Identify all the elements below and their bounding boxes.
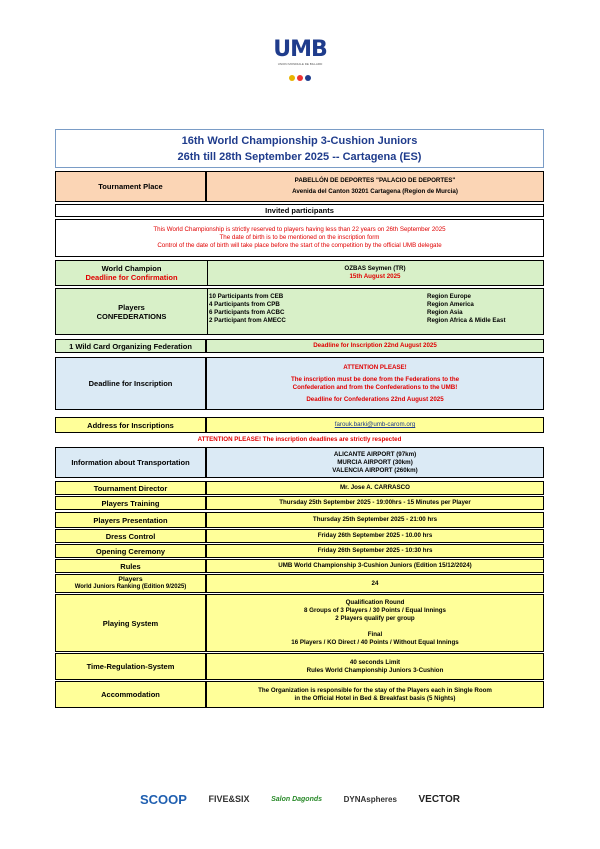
ranking-label: Players World Juniors Ranking (Edition 9/2025) (55, 574, 206, 593)
title-box (55, 129, 544, 168)
wildcard-label: 1 Wild Card Organizing Federation (55, 339, 206, 353)
sponsor-logo: VECTOR (418, 793, 460, 805)
transport-info (206, 447, 544, 478)
venue-name: PABELLÓN DE DEPORTES "PALACIO DE DEPORTES" (294, 177, 456, 184)
tournament-place-value (206, 171, 544, 202)
regions-list (427, 293, 542, 325)
sponsor-logo: DYNAspheres (343, 794, 397, 804)
world-champion-row (55, 260, 544, 286)
region-item: Region Europe (427, 293, 472, 300)
ranking-value: 24 (206, 574, 544, 593)
umb-logo (272, 38, 328, 88)
detail-value-presentation: Thursday 25th September 2025 - 21:00 hrs (206, 512, 544, 528)
logo-mark: UMB (273, 37, 327, 62)
confederations-label2: CONFEDERATIONS (96, 311, 167, 321)
participants-item: 10 Participants from CEB (209, 293, 284, 300)
transport-label: Information about Transportation (55, 447, 206, 478)
airport-item: VALENCIA AIRPORT (260km) (332, 466, 418, 474)
participants-item: 6 Participants from ACBC (209, 309, 285, 316)
inscription-deadline-info (206, 357, 544, 410)
invited-line2: The date of birth is to be mentioned on the inscription form (219, 234, 380, 241)
confederations-row (55, 288, 544, 335)
confirmation-deadline-label: Deadline for Confirmation (85, 273, 178, 282)
participants-item: 4 Participants from CPB (209, 301, 280, 308)
participants-item: 2 Participant from AMECC (209, 317, 286, 324)
sponsor-logo: SCOOP (140, 791, 187, 807)
champion-name: OZBAS Seymen (TR) (344, 265, 406, 272)
playing-system-value: Qualification Round 8 Groups of 3 Players / 30 Points / Equal Innings 2 Players qualify per group Final 16 Players / KO Direct / 40 Points / Without Equal Innings (206, 594, 544, 652)
attention-text: ATTENTION PLEASE! (343, 363, 407, 371)
confirmation-deadline: 15th August 2025 (349, 273, 401, 280)
region-item: Region Asia (427, 309, 463, 316)
invited-label: Invited participants (55, 204, 544, 217)
airport-item: MURCIA AIRPORT (30km) (337, 458, 413, 466)
detail-label-training: Players Training (55, 496, 206, 510)
confederations-label1: Players (118, 302, 145, 312)
accommodation-label: Accommodation (55, 681, 206, 708)
detail-label-rules: Rules (55, 559, 206, 573)
venue-address: Avenida del Canton 30201 Cartagena (Region de Murcia) (292, 188, 458, 195)
address-email[interactable] (206, 417, 544, 433)
sponsor-logo: Salon Dagonds (271, 795, 323, 803)
inscription-line1: The inscription must be done from the Federations to the (290, 375, 460, 383)
sponsor-logo: FIVE&SIX (208, 794, 250, 804)
detail-value-director: Mr. Jose A. CARRASCO (206, 481, 544, 495)
invited-rules (55, 219, 544, 257)
airport-item: ALICANTE AIRPORT (97km) (333, 450, 417, 458)
detail-label-dress: Dress Control (55, 529, 206, 543)
tournament-place-label: Tournament Place (55, 171, 206, 202)
inscription-deadline-label: Deadline for Inscription (55, 357, 206, 410)
detail-label-presentation: Players Presentation (55, 512, 206, 528)
email-link[interactable]: farouk.barki@umb-carom.org (334, 421, 416, 428)
participants-list (209, 293, 409, 325)
wildcard-deadline: Deadline for Inscription 22nd August 2025 (206, 339, 544, 353)
invited-line1: This World Championship is strictly reserved to players having less than 22 years on 26th September 2025 (153, 226, 446, 233)
time-regulation-label: Time-Regulation-System (55, 653, 206, 680)
title-line2: 26th till 28th September 2025 -- Cartagena (ES) (177, 151, 422, 163)
accommodation-value: The Organization is responsible for the stay of the Players each in Single Room in the Official Hotel in Bed & Breakfast basis (5 Nights) (206, 681, 544, 708)
region-item: Region America (427, 301, 474, 308)
address-note: ATTENTION PLEASE! The inscription deadlines are strictly respected (197, 435, 402, 443)
region-item: Region Africa & Midle East (427, 317, 506, 324)
playing-system-label: Playing System (55, 594, 206, 652)
title-line1: 16th World Championship 3-Cushion Juniors (181, 135, 418, 147)
detail-value-dress: Friday 26th September 2025 - 10.00 hrs (206, 529, 544, 543)
inscription-line3: Deadline for Confederations 22nd August 2025 (306, 395, 444, 403)
detail-value-rules: UMB World Championship 3-Cushion Juniors (Edition 15/12/2024) (206, 559, 544, 573)
logo-tagline: UNION MONDIALE DE BILLARD (277, 62, 323, 66)
detail-label-opening: Opening Ceremony (55, 544, 206, 558)
logo-dots (272, 68, 328, 86)
champion-label: World Champion (101, 264, 162, 273)
detail-value-training: Thursday 25th September 2025 - 19:00hrs - 15 Minutes per Player (206, 496, 544, 510)
address-label: Address for Inscriptions (55, 417, 206, 433)
sponsors-strip (140, 788, 460, 810)
detail-value-opening: Friday 26th September 2025 - 10:30 hrs (206, 544, 544, 558)
detail-label-director: Tournament Director (55, 481, 206, 495)
time-regulation-value: 40 seconds Limit Rules World Championship Juniors 3-Cushion (206, 653, 544, 680)
invited-line3: Control of the date of birth will take place before the start of the competition by the official UMB delegate (157, 242, 442, 249)
inscription-line2: Confederation and from the Confederations to the UMB! (292, 383, 458, 391)
